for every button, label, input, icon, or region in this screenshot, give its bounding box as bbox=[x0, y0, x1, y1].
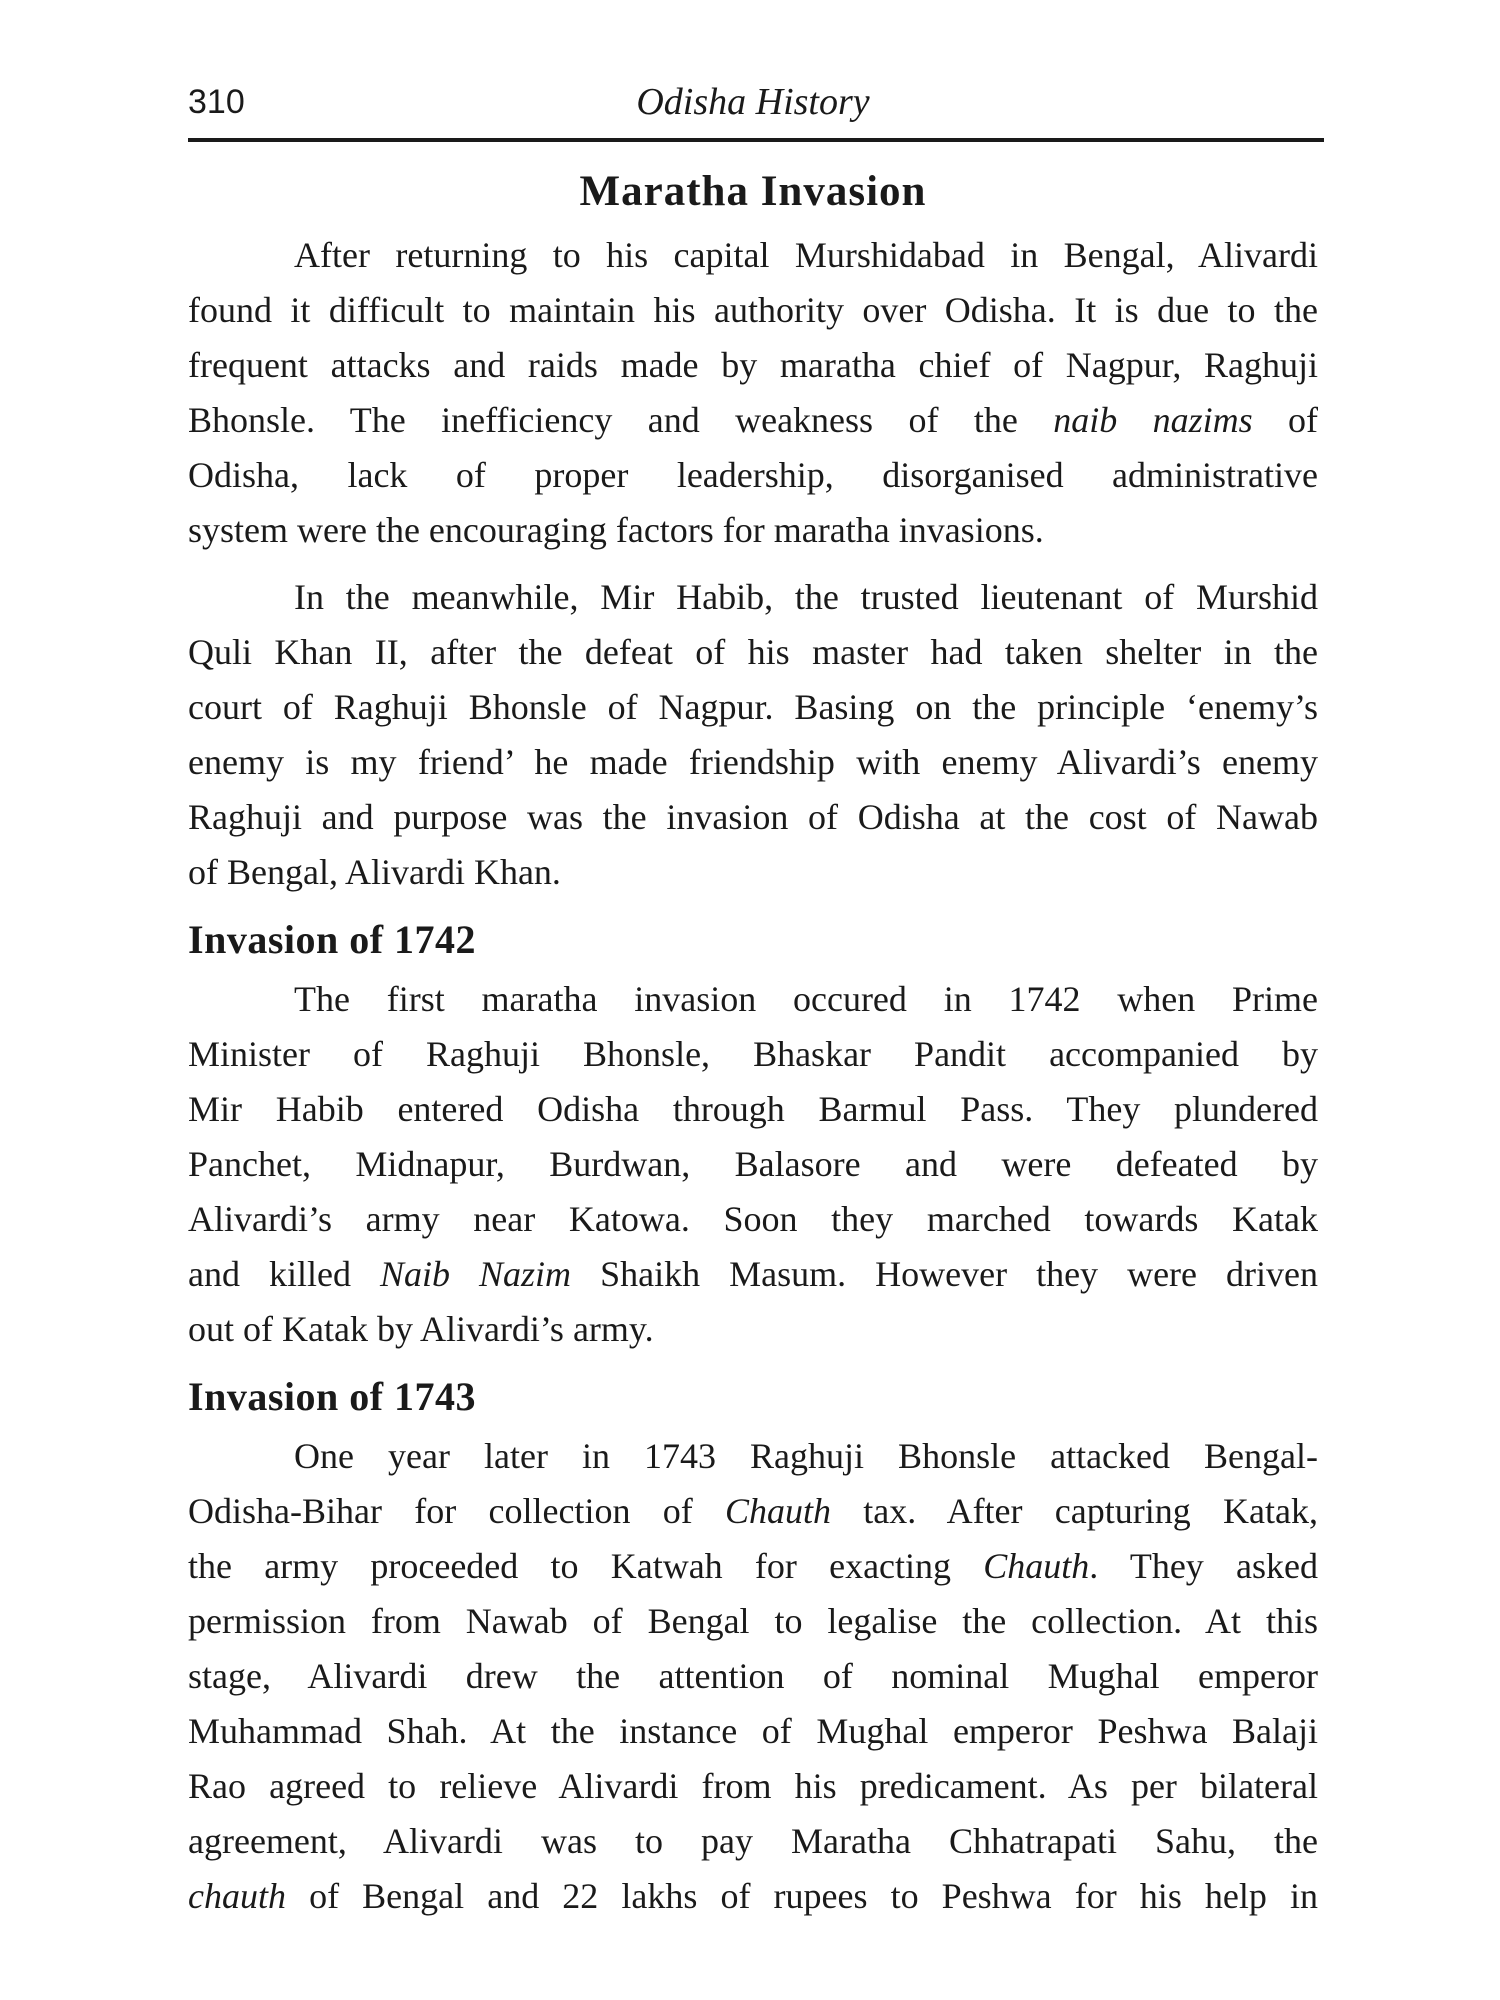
text-line: frequent attacks and raids made by maratha chief of Nagpur, Raghuji bbox=[188, 345, 1318, 385]
text-line: Quli Khan II, after the defeat of his master had taken shelter in the bbox=[188, 632, 1318, 672]
text-line bbox=[188, 1484, 1318, 1539]
text-line: agreement, Alivardi was to pay Maratha Chhatrapati Sahu, the bbox=[188, 1821, 1318, 1861]
text-line bbox=[188, 1247, 1318, 1302]
italic-term: chauth bbox=[188, 1876, 286, 1916]
italic-term: Naib Nazim bbox=[380, 1254, 572, 1294]
text-line: Rao agreed to relieve Alivardi from his predicament. As per bilateral bbox=[188, 1766, 1318, 1806]
text-run: Bhonsle. The inefficiency and weakness of the bbox=[188, 400, 1054, 440]
text-line: One year later in 1743 Raghuji Bhonsle attacked Bengal- bbox=[294, 1436, 1318, 1476]
text-line: court of Raghuji Bhonsle of Nagpur. Basing on the principle ‘enemy’s bbox=[188, 687, 1318, 727]
paragraph-1 bbox=[188, 228, 1318, 558]
section-heading-1743: Invasion of 1743 bbox=[188, 1374, 477, 1419]
text-line: out of Katak by Alivardi’s army. bbox=[188, 1309, 654, 1349]
running-head bbox=[188, 72, 1318, 132]
text-line: found it difficult to maintain his authority over Odisha. It is due to the bbox=[188, 290, 1318, 330]
italic-term: Chauth bbox=[983, 1546, 1090, 1586]
text-line bbox=[188, 1869, 1318, 1924]
text-line: of Bengal, Alivardi Khan. bbox=[188, 852, 561, 892]
text-run: the army proceeded to Katwah for exacting bbox=[188, 1546, 984, 1586]
text-run: of Bengal and 22 lakhs of rupees to Peshwa for his help in bbox=[285, 1876, 1318, 1916]
book-title: Odisha History bbox=[636, 81, 870, 123]
book-page bbox=[188, 72, 1318, 1936]
text-line bbox=[188, 1539, 1318, 1594]
text-run: . They asked bbox=[1089, 1546, 1318, 1586]
text-line: Mir Habib entered Odisha through Barmul Pass. They plundered bbox=[188, 1089, 1318, 1129]
paragraph-3 bbox=[188, 972, 1318, 1357]
text-line: stage, Alivardi drew the attention of nominal Mughal emperor bbox=[188, 1656, 1318, 1696]
text-run: and killed bbox=[188, 1254, 380, 1294]
text-run: Odisha-Bihar for collection of bbox=[188, 1491, 725, 1531]
text-line: enemy is my friend’ he made friendship with enemy Alivardi’s enemy bbox=[188, 742, 1318, 782]
text-line: Alivardi’s army near Katowa. Soon they marched towards Katak bbox=[188, 1199, 1318, 1239]
section-heading-1742: Invasion of 1742 bbox=[188, 917, 477, 962]
paragraph-4 bbox=[188, 1429, 1318, 1924]
text-line: permission from Nawab of Bengal to legalise the collection. At this bbox=[188, 1601, 1318, 1641]
text-line: Panchet, Midnapur, Burdwan, Balasore and were defeated by bbox=[188, 1144, 1318, 1184]
text-run: Shaikh Masum. However they were driven bbox=[571, 1254, 1318, 1294]
page-number: 310 bbox=[188, 83, 245, 121]
text-run: of bbox=[1252, 400, 1319, 440]
text-line: system were the encouraging factors for maratha invasions. bbox=[188, 510, 1044, 550]
text-line: After returning to his capital Murshidabad in Bengal, Alivardi bbox=[294, 235, 1318, 275]
italic-term: naib nazims bbox=[1053, 400, 1253, 440]
text-line: Minister of Raghuji Bhonsle, Bhaskar Pandit accompanied by bbox=[188, 1034, 1318, 1074]
text-line: In the meanwhile, Mir Habib, the trusted lieutenant of Murshid bbox=[294, 577, 1318, 617]
text-run: tax. After capturing Katak, bbox=[831, 1491, 1318, 1531]
text-line: Muhammad Shah. At the instance of Mughal emperor Peshwa Balaji bbox=[188, 1711, 1318, 1751]
text-line: The first maratha invasion occured in 1742 when Prime bbox=[294, 979, 1318, 1019]
chapter-heading: Maratha Invasion bbox=[579, 168, 927, 215]
text-line: Raghuji and purpose was the invasion of Odisha at the cost of Nawab bbox=[188, 797, 1318, 837]
italic-term: Chauth bbox=[725, 1491, 832, 1531]
text-line: Odisha, lack of proper leadership, disorganised administrative bbox=[188, 455, 1318, 495]
text-line bbox=[188, 393, 1318, 448]
paragraph-2 bbox=[188, 570, 1318, 900]
header-rule bbox=[188, 138, 1324, 142]
